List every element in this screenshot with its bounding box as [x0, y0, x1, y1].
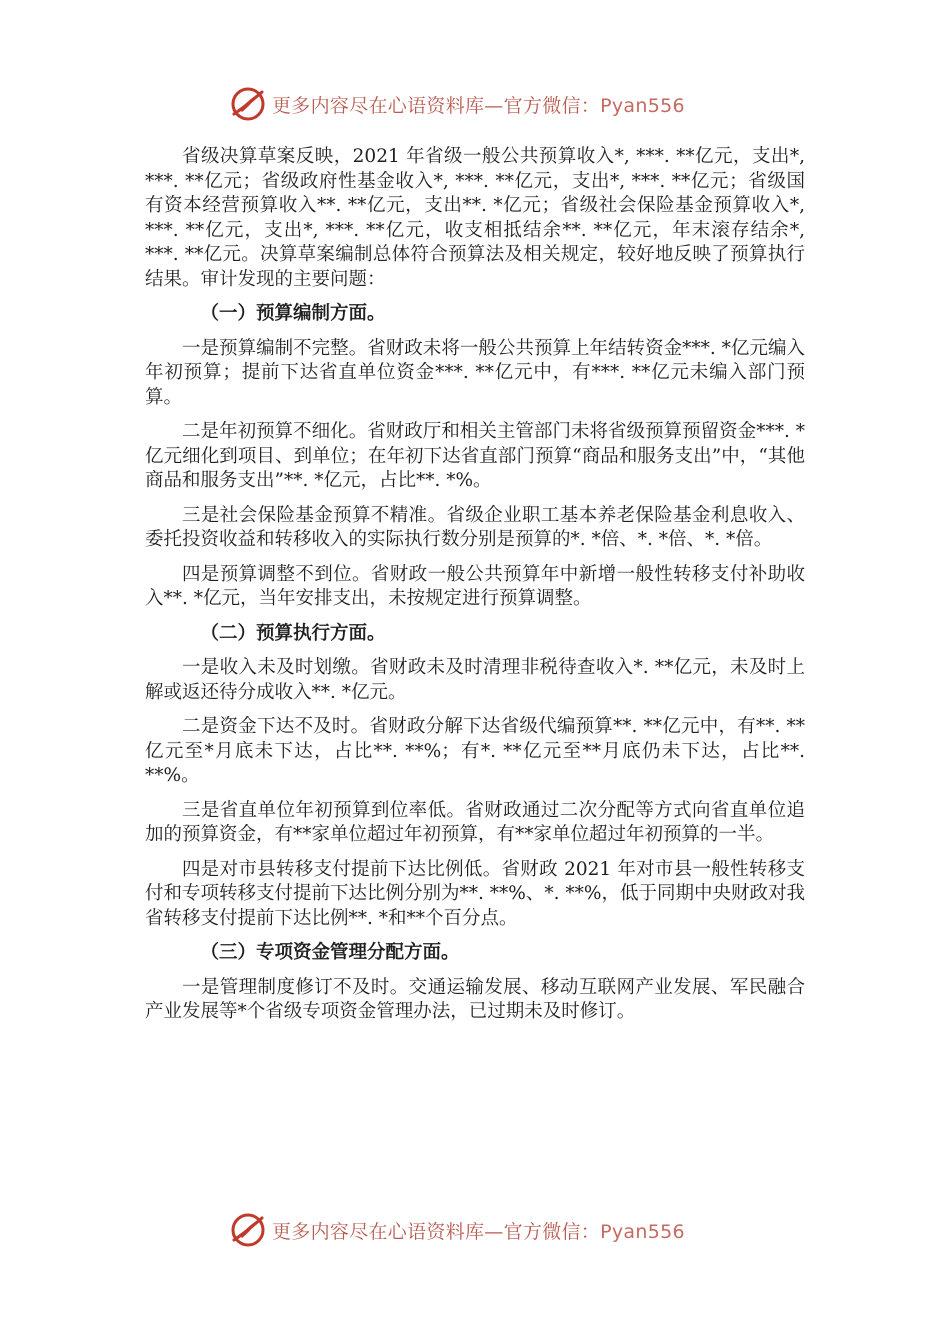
paragraph: 四是对市县转移支付提前下达比例低。省财政 2021 年对市县一般性转移支付和专项转移支付提前下达比例分别为**. **%、*. **%，低于同期中央财政对我省转移支付提前下达比例**. *和**个百分点。 — [145, 858, 805, 929]
banner-text — [272, 1217, 685, 1244]
section-heading-budget-preparation: （一）预算编制方面。 — [200, 303, 386, 324]
paragraph: 一是预算编制不完整。省财政未将一般公共预算上年结转资金***. *亿元编入年初预算；提前下达省直单位资金***. **亿元中，有***. **亿元未编入部门预算。 — [145, 337, 805, 408]
paragraph: 二是年初预算不细化。省财政厅和相关主管部门未将省级预算预留资金***. *亿元细化到项目、到单位；在年初下达省直部门预算“商品和服务支出”中，“其他商品和服务支出”**. *亿元，占比**. *%。 — [145, 421, 805, 491]
paragraph: 一是收入未及时划缴。省财政未及时清理非税待查收入*. **亿元，未及时上解或返还待分成收入**. *亿元。 — [145, 657, 805, 703]
document-body — [145, 145, 805, 1025]
header-watermark-banner — [0, 84, 950, 124]
banner-text — [272, 91, 685, 118]
section-heading-budget-execution: （二）预算执行方面。 — [200, 622, 386, 644]
quill-logo-icon — [228, 1210, 268, 1250]
quill-logo-icon — [228, 84, 268, 124]
paragraph: 二是资金下达不及时。省财政分解下达省级代编预算**. **亿元中，有**. **亿元至*月底未下达，占比**. **%；有*. **亿元至**月底仍未下达，占比**. **%。 — [145, 716, 805, 786]
paragraph: 四是预算调整不到位。省财政一般公共预算年中新增一般性转移支付补助收入**. *亿元，当年安排支出，未按规定进行预算调整。 — [145, 563, 805, 609]
footer-watermark-banner — [0, 1210, 950, 1250]
paragraph: 三是社会保险基金预算不精准。省级企业职工基本养老保险基金利息收入、委托投资收益和转移收入的实际执行数分别是预算的*. *倍、*. *倍、*. *倍。 — [145, 504, 805, 550]
banner-handle: Pyan556 — [600, 94, 685, 117]
paragraph: 一是管理制度修订不及时。交通运输发展、移动互联网产业发展、军民融合产业发展等*个省级专项资金管理办法，已过期未及时修订。 — [145, 976, 805, 1022]
section-heading-special-funds: （三）专项资金管理分配方面。 — [200, 942, 460, 963]
banner-label: 更多内容尽在心语资料库—官方微信： — [272, 94, 601, 117]
paragraph: 三是省直单位年初预算到位率低。省财政通过二次分配等方式向省直单位追加的预算资金，有**家单位超过年初预算，有**家单位超过年初预算的一半。 — [145, 799, 805, 845]
banner-label: 更多内容尽在心语资料库—官方微信： — [272, 1220, 601, 1243]
intro-paragraph: 省级决算草案反映，2021 年省级一般公共预算收入*, ***. **亿元，支出*, ***. **亿元；省级政府性基金收入*, ***. **亿元，支出*, ***. **亿元；省级国有资本经营预算收入**. **亿元，支出**. *亿元；省级社会保险基金预算收入*, ***. **亿元，支出*, ***. **亿元，收支相抵结余**. **亿元，年末滚存结余*, ***. **亿元。决算草案编制总体符合预算法及相关规定，较好地反映了预算执行结果。审计发现的主要问题： — [145, 146, 805, 290]
banner-handle: Pyan556 — [600, 1220, 685, 1243]
